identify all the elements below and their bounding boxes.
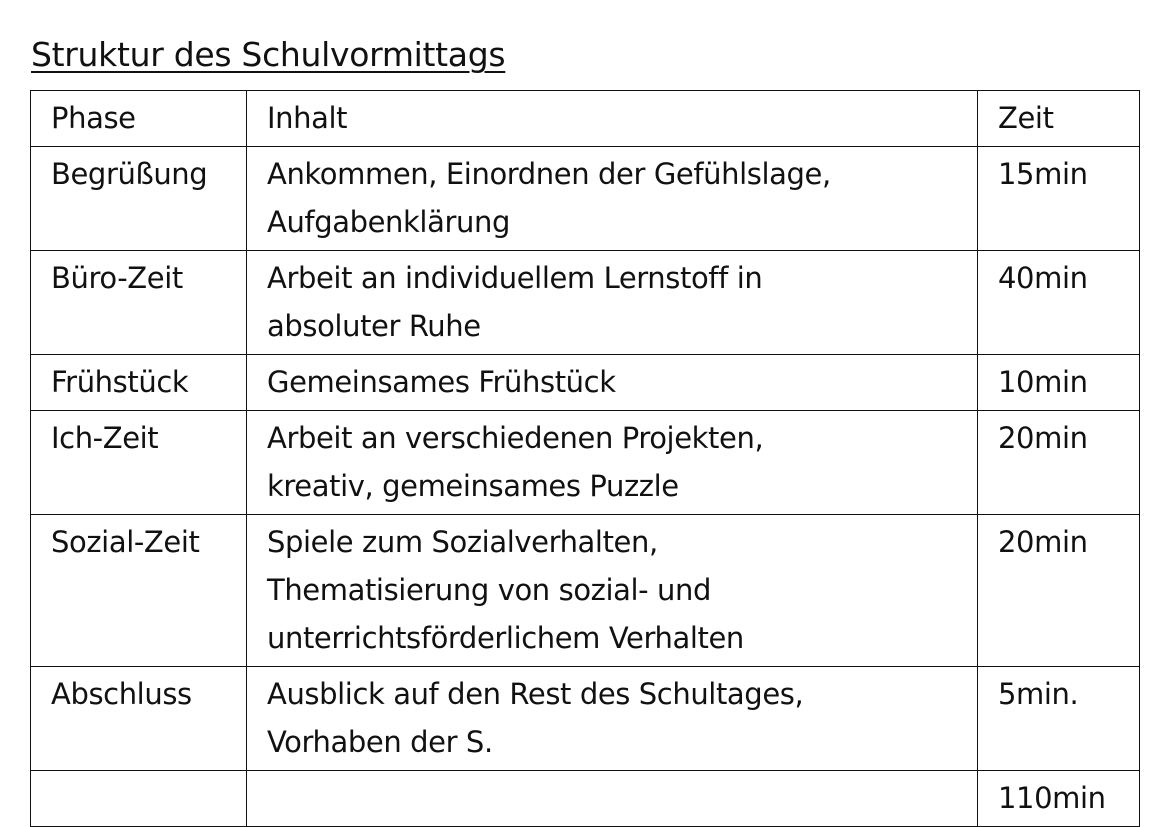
header-inhalt: Inhalt bbox=[247, 91, 978, 147]
cell-inhalt: Arbeit an verschiedenen Projekten, kreativ, gemeinsames Puzzle bbox=[247, 411, 978, 515]
cell-phase: Abschluss bbox=[31, 667, 247, 771]
cell-zeit: 15min bbox=[978, 147, 1140, 251]
cell-zeit: 10min bbox=[978, 355, 1140, 411]
cell-inhalt: Arbeit an individuellem Lernstoff in absoluter Ruhe bbox=[247, 251, 978, 355]
header-phase: Phase bbox=[31, 91, 247, 147]
cell-phase: Sozial-Zeit bbox=[31, 515, 247, 667]
table-total-row bbox=[31, 771, 1140, 827]
table-row bbox=[31, 667, 1140, 771]
total-zeit-cell: 110min bbox=[978, 771, 1140, 827]
table-row bbox=[31, 355, 1140, 411]
cell-zeit: 20min bbox=[978, 411, 1140, 515]
table-row bbox=[31, 147, 1140, 251]
cell-phase: Frühstück bbox=[31, 355, 247, 411]
cell-inhalt: Gemeinsames Frühstück bbox=[247, 355, 978, 411]
cell-phase: Büro-Zeit bbox=[31, 251, 247, 355]
table-row bbox=[31, 515, 1140, 667]
table-row bbox=[31, 411, 1140, 515]
total-inhalt-cell bbox=[247, 771, 978, 827]
header-zeit: Zeit bbox=[978, 91, 1140, 147]
cell-zeit: 40min bbox=[978, 251, 1140, 355]
page-title: Struktur des Schulvormittags bbox=[31, 35, 506, 74]
cell-phase: Ich-Zeit bbox=[31, 411, 247, 515]
table-row bbox=[31, 251, 1140, 355]
total-phase-cell bbox=[31, 771, 247, 827]
cell-phase: Begrüßung bbox=[31, 147, 247, 251]
table-header-row bbox=[31, 91, 1140, 147]
cell-inhalt: Ausblick auf den Rest des Schultages, Vorhaben der S. bbox=[247, 667, 978, 771]
cell-zeit: 20min bbox=[978, 515, 1140, 667]
cell-zeit: 5min. bbox=[978, 667, 1140, 771]
cell-inhalt: Ankommen, Einordnen der Gefühlslage, Aufgabenklärung bbox=[247, 147, 978, 251]
cell-inhalt: Spiele zum Sozialverhalten, Thematisierung von sozial- und unterrichtsförderlichem Verhalten bbox=[247, 515, 978, 667]
schedule-table bbox=[30, 90, 1140, 827]
